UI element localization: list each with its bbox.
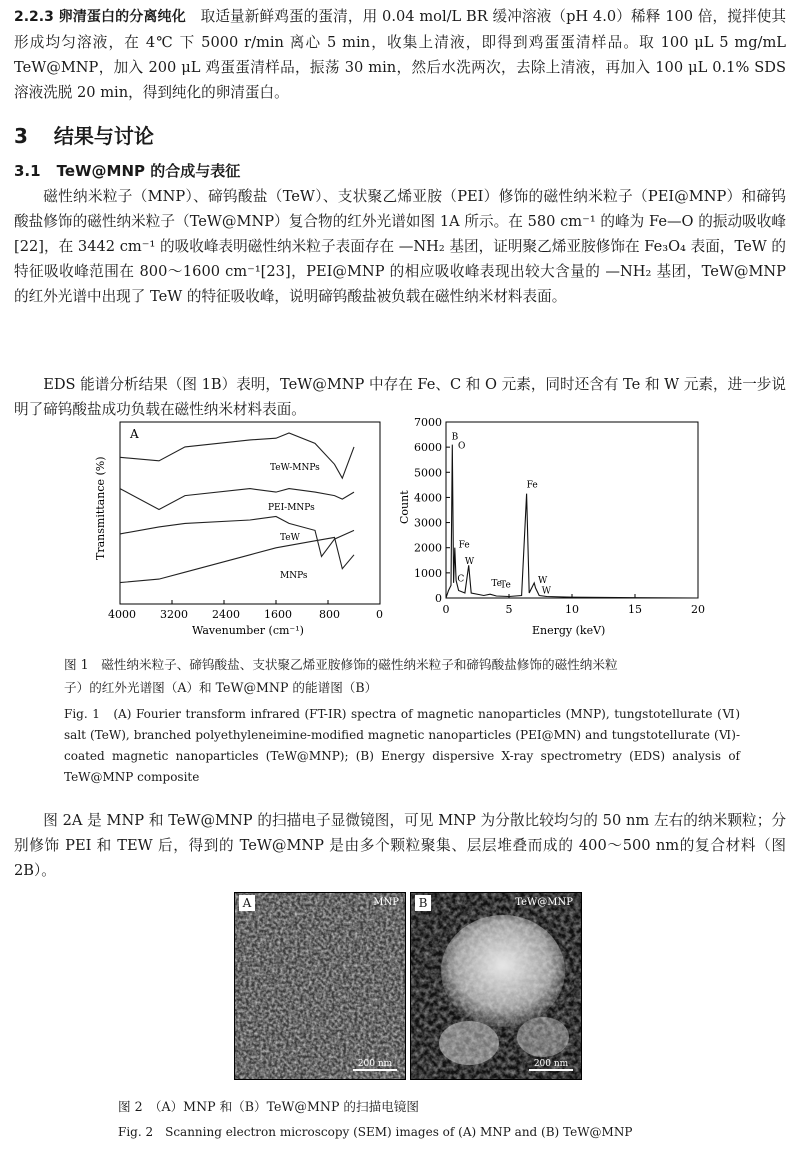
figure-2a-sem-texture xyxy=(235,893,405,1079)
figure-1b-eds-chart xyxy=(396,412,716,642)
figure-1b-x-axis-label: Energy (keV) xyxy=(532,624,606,637)
figure-1b-y-ticks xyxy=(414,416,450,605)
y-tick-label: 7000 xyxy=(414,416,442,429)
y-tick-label: 1000 xyxy=(414,566,442,580)
paragraph-ftir: 磁性纳米粒子（MNP）、碲钨酸盐（TeW）、支状聚乙烯亚胺（PEI）修饰的磁性纳米粒子（PEI@MNP）和碲钨酸盐修饰的磁性纳米粒子（TeW@MNP）复合物的红外光谱如图 1A 所示。在 580 cm⁻¹ 的峰为 Fe—O 的振动吸收峰[22]，在 3442 cm⁻¹ 的吸收峰表明磁性纳米粒子表面存在 —NH₂ 基团，证明聚乙烯亚胺修饰在 Fe₃O₄ 表面，TeW 的特征吸收峰范围在 800～1600 cm⁻¹[23]，PEI@MNP 的相应吸收峰表现出较大含量的 —NH₂ 基团，TeW@MNP 的红外光谱中出现了 TeW 的特征吸收峰，说明碲钨酸盐被负载在磁性纳米材料表面。 xyxy=(14,188,786,305)
eds-peak-label: W xyxy=(464,557,475,568)
figure-2a-sem-image xyxy=(234,892,406,1080)
section-3-1-heading xyxy=(14,160,240,181)
figure-1a-panel-label: A xyxy=(130,427,139,441)
figure-1a-x-ticks xyxy=(108,600,383,621)
curve-label-tew: TeW xyxy=(280,533,300,543)
figure-1b-peak-labels xyxy=(452,433,552,597)
y-tick-label: 5000 xyxy=(414,466,442,480)
x-tick-label: 15 xyxy=(628,603,642,616)
section-3-title: 结果与讨论 xyxy=(53,124,154,148)
figure-2a-scale-bar: 200 nm xyxy=(353,1059,397,1071)
x-tick-label: 5 xyxy=(505,603,513,616)
x-tick-label: 1600 xyxy=(264,608,292,621)
figure-1-caption-en: Fig. 1 (A) Fourier transform infrared (FT-IR) spectra of magnetic nanoparticles (MNP), tungstotellurate (Ⅵ) salt (TeW), branched polyethyleneimine-modified magnetic nanoparticles (PEI@MN) and tungstotellurate (Ⅵ)-coated magnetic nanoparticles (TeW@MNP); (B) Energy dispersive X-ray spectrometry (EDS) analysis of TeW@MNP composite xyxy=(64,707,740,784)
y-tick-label: 6000 xyxy=(414,441,442,455)
figure-1b-y-axis-label: Count xyxy=(398,490,411,524)
x-tick-label: 800 xyxy=(319,608,340,621)
x-tick-label: 0 xyxy=(376,608,383,621)
x-tick-label: 20 xyxy=(691,603,705,616)
paragraph-sem: 图 2A 是 MNP 和 TeW@MNP 的扫描电子显微镜图，可见 MNP 为分散比较均匀的 50 nm 左右的纳米颗粒；分别修饰 PEI 和 TEW 后，得到的 TeW@MNP 是由多个颗粒聚集、层层堆叠而成的 400～500 nm的复合材料（图 2B）。 xyxy=(14,812,786,879)
eds-peak-label: Te xyxy=(491,578,503,589)
figure-2-caption-en: Fig. 2 Scanning electron microscopy (SEM) images of (A) MNP and (B) TeW@MNP xyxy=(118,1125,633,1139)
figure-2b-sem-texture xyxy=(411,893,581,1079)
x-tick-label: 3200 xyxy=(160,608,188,621)
section-3-1-title: TeW@MNP 的合成与表征 xyxy=(56,162,241,180)
section-2-2-3-body: 取适量新鲜鸡蛋的蛋清，用 0.04 mol/L BR 缓冲溶液（pH 4.0）稀释 100 倍，搅拌使其形成均匀溶液，在 4℃ 下 5000 r/min 离心 5 min，收集上清液，即得到鸡蛋蛋清样品。取 100 μL 5 mg/mL TeW@MNP，加入 200 μL 鸡蛋蛋清样品，振荡 30 min，然后水洗两次，去除上清液，再加入 100 μL 0.1% SDS 溶液洗脱 20 min，得到纯化的卵清蛋白。 xyxy=(14,8,787,101)
section-2-2-3-paragraph xyxy=(14,4,786,105)
figure-1a-curves xyxy=(120,433,354,583)
eds-peak-label: B xyxy=(451,432,459,443)
curve-label-tew-mnps: TeW-MNPs xyxy=(270,463,320,473)
section-2-2-3-number: 2.2.3 xyxy=(14,9,54,25)
x-tick-label: 0 xyxy=(442,603,450,616)
x-tick-label: 4000 xyxy=(108,608,136,621)
figure-2-caption-cn: 图 2 （A）MNP 和（B）TeW@MNP 的扫描电镜图 xyxy=(118,1099,419,1114)
section-3-1-number: 3.1 xyxy=(14,162,41,180)
section-3-number: 3 xyxy=(14,124,28,148)
y-tick-label: 2000 xyxy=(414,541,442,555)
eds-series xyxy=(446,445,698,598)
ftir-series-2 xyxy=(120,489,354,510)
eds-peak-label: W xyxy=(537,575,548,586)
figure-1b-curve xyxy=(446,445,698,598)
figure-2b-tag: TeW@MNP xyxy=(515,897,573,908)
eds-peak-label: Fe xyxy=(458,540,470,551)
eds-peak-label: C xyxy=(457,574,465,585)
section-3-heading xyxy=(14,120,154,149)
figure-1a-ftir-chart xyxy=(90,412,390,642)
eds-peak-label: Fe xyxy=(526,480,538,491)
section-2-2-3-title: 卵清蛋白的分离纯化 xyxy=(58,9,186,25)
x-tick-label: 10 xyxy=(565,603,579,616)
figure-1-caption-cn-line-1: 图 1 磁性纳米粒子、碲钨酸盐、支状聚乙烯亚胺修饰的磁性纳米粒子和碲钨酸盐修饰的磁性纳米粒 xyxy=(64,657,618,672)
figure-1-caption-cn-line-2: 子）的红外光谱图（A）和 TeW@MNP 的能谱图（B） xyxy=(64,680,378,695)
eds-peak-label: O xyxy=(457,441,466,452)
eds-peak-label: Te xyxy=(500,580,511,591)
y-tick-label: 0 xyxy=(435,592,442,605)
paragraph-eds: EDS 能谱分析结果（图 1B）表明，TeW@MNP 中存在 Fe、C 和 O 元素，同时还含有 Te 和 W 元素，进一步说明了碲钨酸盐成功负载在磁性纳米材料表面。 xyxy=(14,376,786,418)
figure-2b-panel-label: B xyxy=(415,895,431,911)
figure-1a-x-axis-label: Wavenumber (cm⁻¹) xyxy=(192,624,304,637)
x-tick-label: 2400 xyxy=(212,608,240,621)
ftir-series-3 xyxy=(120,517,354,557)
curve-label-pei-mnps: PEI-MNPs xyxy=(268,503,315,513)
figure-2b-sem-image xyxy=(410,892,582,1080)
y-tick-label: 3000 xyxy=(414,516,442,530)
curve-label-mnps: MNPs xyxy=(280,571,308,581)
y-tick-label: 4000 xyxy=(414,491,442,505)
eds-peak-label: W xyxy=(541,586,552,597)
figure-2b-scale-bar: 200 nm xyxy=(529,1059,573,1071)
figure-2a-tag: MNP xyxy=(373,897,399,908)
figure-1a-y-axis-label: Transmittance (%) xyxy=(94,456,107,560)
figure-2a-panel-label: A xyxy=(239,895,255,911)
